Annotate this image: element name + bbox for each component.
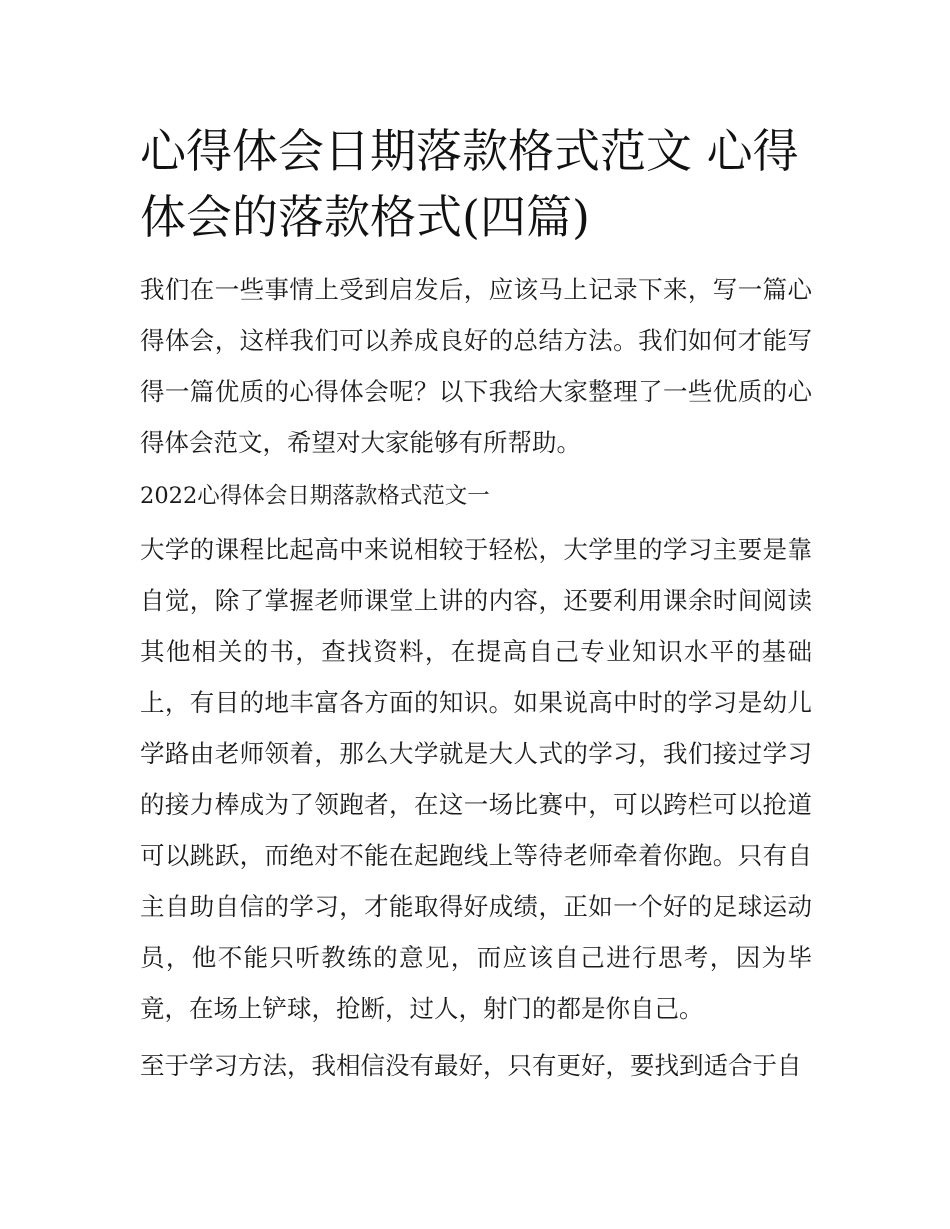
section-heading: 2022心得体会日期落款格式范文一 — [140, 483, 490, 509]
body-paragraph-2: 至于学习方法，我相信没有最好，只有更好，要找到适合于自 — [140, 1051, 802, 1080]
body-paragraph-1: 大学的课程比起高中来说相较于轻松，大学里的学习主要是靠自觉，除了掌握老师课堂上讲的内容，还要利用课余时间阅读其他相关的书，查找资料，在提高自己专业知识水平的基础上，有目的地丰富各方面的知识。如果说高中时的学习是幼儿学路由老师领着，那么大学就是大人式的学习，我们接过学习的接力棒成为了领跑者，在这一场比赛中，可以跨栏可以抢道可以跳跃，而绝对不能在起跑线上等待老师牵着你跑。只有自主自助自信的学习，才能取得好成绩，正如一个好的足球运动员，他不能只听教练的意见，而应该自己进行思考，因为毕竟，在场上铲球，抢断，过人，射门的都是你自己。 — [140, 535, 812, 1023]
document-title: 心得体会日期落款格式范文 心得体会的落款格式(四篇) — [140, 124, 799, 244]
intro-paragraph: 我们在一些事情上受到启发后，应该马上记录下来，写一篇心得体会，这样我们可以养成良好的总结方法。我们如何才能写得一篇优质的心得体会呢？以下我给大家整理了一些优质的心得体会范文，希望对大家能够有所帮助。 — [140, 275, 812, 457]
document-body — [140, 118, 812, 1097]
